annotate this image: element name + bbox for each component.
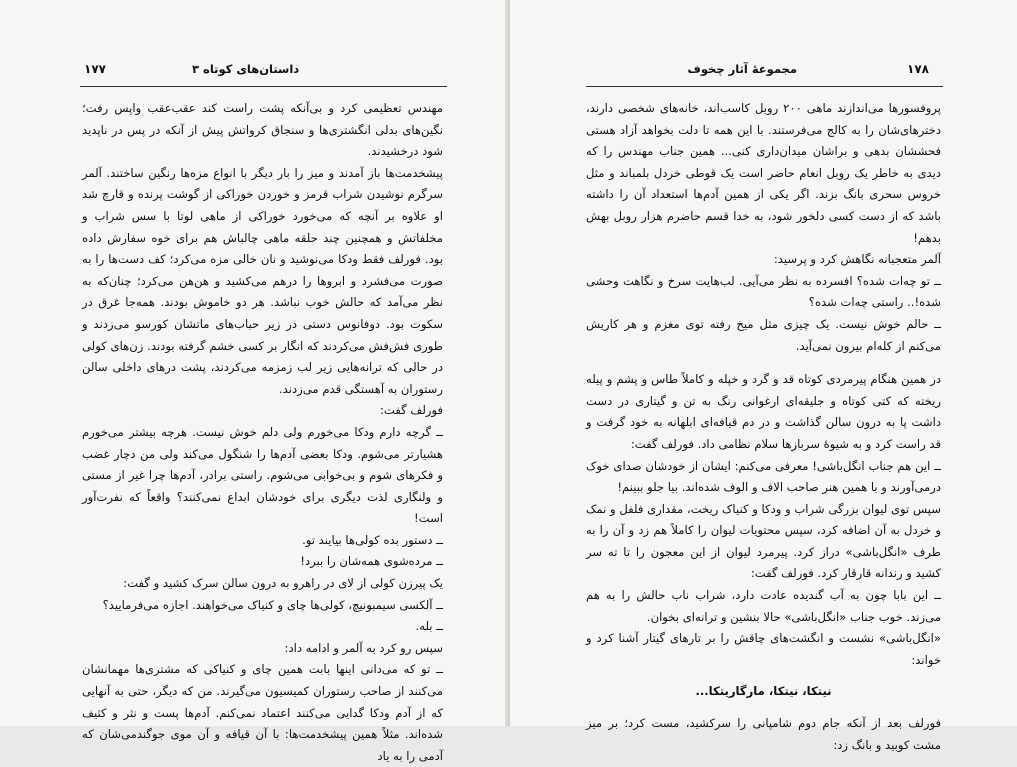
header-rule [80,86,447,87]
left-page [0,0,507,763]
page-header [580,62,947,82]
page-number: ۱۷۷ [84,62,106,76]
page-header [72,62,449,82]
paragraph: ــ حالم خوش نیست. یک چیزی مثل میخ رفته توی مغزم و هر کاریش می‌کنم از کله‌ام بیرون نمی‌آید. [586,316,941,353]
paragraph: ــ آلکسی سیمبونیچ، کولی‌ها چای و کنیاک می‌خواهند. اجازه می‌فرمایید؟ [102,597,443,612]
page-body [586,98,941,756]
paragraph: مهندس تعظیمی کرد و بی‌آنکه پشت راست کند عقب‌عقب واپس رفت؛ نگین‌های بدلی انگشتری‌ها و سنجاق کرواتش پیش از آنکه در پس در ناپدید شود درخشیدند. [82,101,443,159]
paragraph: ــ دستور بده کولی‌ها بیایند تو. [302,532,443,547]
paragraph: فورلف گفت: [379,403,443,418]
paragraph: ــ تو که می‌دانی اینها بابت همین چای و کنیاکی که مشتری‌ها مهمانشان می‌کنند از صاحب رستوران کمیسیون می‌گیرند. من که دیگر، حتی به آنهایی که از آدم ودکا گدایی می‌کنند اعتماد نمی‌کنم. آدم‌ها پست و نثر و کثیف شده‌اند. مثلاً همین پیشخدمت‌ها: با آن قیافه و آن موی جوگندمی‌شان که آدمی را به یاد [82,662,443,763]
paragraph: ــ بله. [415,619,443,634]
paragraph: پیشخدمت‌ها باز آمدند و میز را بار دیگر با انواع مزه‌ها رنگین ساختند. آلمر سرگرم نوشیدن شراب قرمز و خوردن خوراکی از گوشت پرنده و قارچ شد او علاوه بر آنچه که می‌خورد خوراکی از ماهی لوتا با سس شراب و مخلفاتش و همچنین چند حلقه ماهی چالباش هم برای خوه سفارش داده بود. فورلف فقط ودکا می‌نوشید و نان خالی مزه می‌کرد؛ کف دست‌ها را به صورت می‌فشرد و ابروها را درهم می‌کشید و هن‌هن می‌کرد؛ چنان‌که به نظر می‌آمد که حالش خوب نباشد. هر دو خاموش بودند. همه‌جا غرق در سکوت بود. دوفانوس دستی در زیر حباب‌های ماتشان کورسو می‌زدند و طوری فش‌فش می‌کردند که انگار بر کسی خشم گرفته بودند. زن‌های کولی در حالی که ترانه‌هایی زیر لب زمزمه می‌کردند، پشت درهای داخلی سالن رستوران به آهستگی قدم می‌زدند. [82,165,443,396]
paragraph: «انگل‌باشی» نشست و انگشت‌های چاقش را بر تارهای گیتار آشنا کرد و خواند: [586,631,941,667]
page-body [82,98,443,767]
paragraph: فورلف بعد از آنکه جام دوم شامپانی را سرکشید، مست کرد؛ بر میز مشت کوبید و بانگ زد: [586,716,941,752]
header-rule [586,86,943,87]
paragraph: سپس توی لیوان بزرگی شراب و ودکا و کنیاک ریخت، مقداری فلفل و نمک و خردل به آن اضافه کرد، سپس محتویات لیوان را کاملاً هم زد و آن را به طرف «انگل‌باشی» دراز کرد. پیرمرد لیوان از این معجون را تا ته سر کشید و رندانه قارقار کرد. فورلف گفت: [586,501,941,581]
paragraph: ــ مرده‌شوی همه‌شان را ببرد! [300,554,443,569]
paragraph: در همین هنگام پیرمردی کوتاه قد و گرد و خپله و کاملاً طاس و پشم و پیله ریخته که کتی کوتاه و جلیقه‌ای ارغوانی رنگ به تن و گیتاری در دست داشت پا به درون سالن گذاشت و در دم قیافه‌ای ابلهانه به خود گرفت و قد راست کرد و به شیوهٔ سربازها سلام نظامی داد. فورلف گفت: [586,372,941,451]
page-number: ۱۷۸ [907,62,929,76]
paragraph: ــ تو چه‌ات شده؟ افسرده به نظر می‌آیی. لب‌هایت سرخ و نگاهت وحشی شده!.. راستی چه‌ات شده؟ [586,273,941,310]
paragraph: ــ این بابا چون به آب گندیده عادت دارد، شراب ناب حالش را به هم می‌زند. خوب جناب «انگل‌باشی» حالا بنشین و ترانه‌ای بخوان. [586,588,941,624]
paragraph: ــ این هم جناب انگل‌باشی! معرفی می‌کنم: ایشان از خودشان صدای خوک درمی‌آورند و با همین هنر صاحب الاف و الوف شده‌اند. بیا جلو ببینم! [586,458,941,495]
paragraph: پروفسورها می‌اندازند ماهی ۲۰۰ روبل کاسب‌اند، خانه‌های شخصی دارند، دخترهای‌شان را به کالج می‌فرستند. با این همه تا دلت بخواهد آزاد هستی فحششان بدهی و براشان میدان‌داری کنی... همین جناب مهندس را که دیدی به خاطر یک روبل انعام حاضر است یک قوطی خردل بلمباند و مثل خروس سحری بانگ بزند. اگر یکی از همین آدم‌ها استعداد آن را داشته باشد که از دست کسی دلخور شود، به خدا قسم حاضرم هزار روبل بهش بدهم! [586,101,941,245]
running-title: مجموعهٔ آثار چخوف [687,62,797,76]
paragraph: یک پیرزن کولی از لای در راهرو به درون سالن سرک کشید و گفت: [123,576,443,591]
running-title: داستان‌های کوتاه ۳ [192,62,300,76]
paragraph: سپس رو کرد به آلمر و ادامه داد: [284,640,443,655]
paragraph: ــ گرچه دارم ودکا می‌خورم ولی دلم خوش نیست. هرچه بیشتر می‌خورم هشیارتر می‌شوم. ودکا بعضی آدم‌ها را شنگول می‌کند ولی من دچار غضب و فکرهای شوم و بی‌خوابی می‌شوم. راستی برادر، آدم‌ها چرا غیر از مستی و ولنگاری لذت دیگری برای خودشان ابداع نمی‌کنند؟ واقعاً که نفرت‌آور است! [82,424,443,526]
song-line: نیتکا، نیتکا، مارگاریتکا... [695,684,832,699]
right-page [510,0,1017,752]
paragraph: آلمر متعجبانه نگاهش کرد و پرسید: [773,252,941,267]
